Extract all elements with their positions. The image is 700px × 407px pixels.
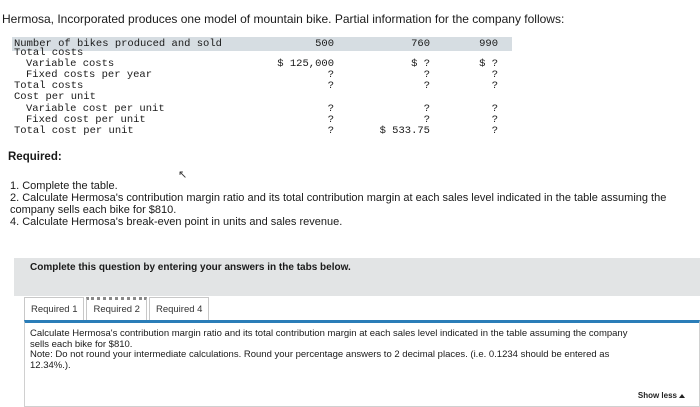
cell-990: $ ?	[479, 58, 498, 70]
mouse-cursor-icon: ↖	[178, 169, 188, 181]
table-row	[12, 91, 512, 102]
table-row	[12, 69, 512, 80]
table-row	[12, 114, 512, 125]
tab-panel-required-2	[24, 320, 700, 407]
header-col-760: 760	[411, 38, 430, 50]
row-label: Fixed cost per unit	[26, 114, 146, 126]
show-less-button[interactable]	[638, 391, 685, 400]
cell-500: ?	[327, 125, 334, 137]
cell-990: ?	[491, 69, 498, 81]
table-row	[12, 103, 512, 114]
cell-500: ?	[327, 69, 334, 81]
row-label: Variable cost per unit	[26, 103, 165, 115]
instruction-box	[14, 258, 700, 296]
row-label: Total cost per unit	[14, 125, 134, 137]
panel-instructions	[30, 329, 630, 371]
cell-500: ?	[327, 114, 334, 126]
cell-760: ?	[423, 69, 430, 81]
required-heading: Required:	[8, 151, 62, 163]
cell-990: ?	[491, 125, 498, 137]
row-label: Fixed costs per year	[26, 69, 153, 81]
row-label: Total costs	[14, 80, 84, 92]
tab-bar	[24, 297, 211, 321]
cell-760: ?	[423, 80, 430, 92]
tab-required-1[interactable]: Required 1	[24, 297, 84, 321]
header-label: Number of bikes produced and sold	[14, 38, 222, 50]
table-row	[12, 80, 512, 91]
header-col-990: 990	[479, 38, 498, 50]
cell-990: ?	[491, 103, 498, 115]
cost-data-table	[12, 37, 512, 144]
problem-intro: Hermosa, Incorporated produces one model of mountain bike. Partial information for the company follows:	[2, 12, 565, 26]
cell-990: ?	[491, 80, 498, 92]
task-list	[10, 180, 700, 228]
row-label: Cost per unit	[14, 91, 96, 103]
task-2: 2. Calculate Hermosa's contribution margin ratio and its total contribution margin at each sales level indicated in the table assuming the company sells each bike for $810.	[10, 192, 667, 216]
show-less-label: Show less	[637, 391, 677, 400]
row-label: Variable costs	[26, 58, 115, 70]
cell-760: ?	[423, 103, 430, 115]
header-col-500: 500	[315, 38, 334, 50]
panel-question: Calculate Hermosa's contribution margin ratio and its total contribution margin at each sales level indicated in the table assuming the company sells each bike for $810.	[30, 328, 628, 350]
cell-500: $ 125,000	[277, 58, 334, 70]
cell-760: ?	[423, 114, 430, 126]
tab-required-2[interactable]: Required 2	[86, 297, 146, 321]
cell-500: ?	[327, 80, 334, 92]
table-row	[12, 58, 512, 69]
cell-760: $ ?	[411, 58, 430, 70]
task-4: 4. Calculate Hermosa's break-even point in units and sales revenue.	[10, 216, 343, 228]
table-row	[12, 125, 512, 136]
table-row	[12, 47, 512, 58]
cell-760: $ 533.75	[379, 125, 430, 137]
row-label: Total costs	[14, 47, 84, 59]
tab-required-4[interactable]: Required 4	[149, 297, 209, 321]
caret-up-icon	[679, 394, 685, 398]
instruction-text: Complete this question by entering your answers in the tabs below.	[30, 262, 351, 273]
cell-500: ?	[327, 103, 334, 115]
panel-note: Note: Do not round your intermediate calculations. Round your percentage answers to 2 decimal places. (i.e. 0.1234 should be entered as 12.34%.).	[30, 349, 610, 371]
task-1: 1. Complete the table.	[10, 180, 118, 192]
cell-990: ?	[491, 114, 498, 126]
